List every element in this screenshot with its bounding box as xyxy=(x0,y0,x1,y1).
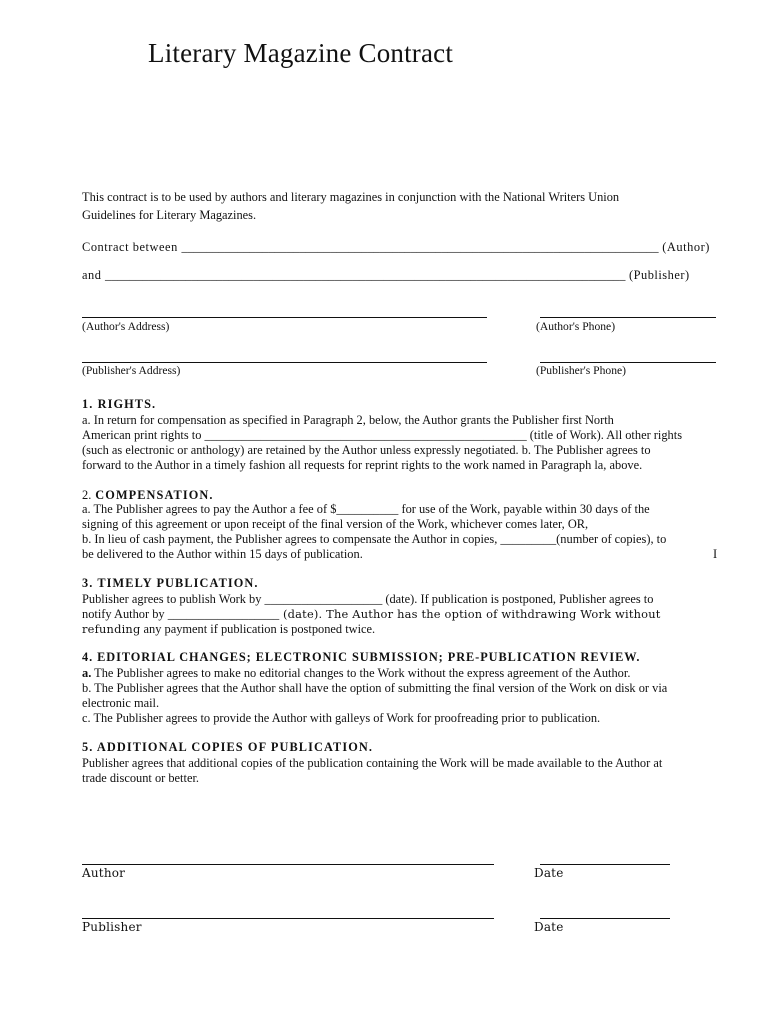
author-name-blank[interactable]: _____________________________________________________________________________ xyxy=(181,240,659,254)
publisher-signature-line[interactable] xyxy=(82,918,494,919)
timely-line-3-start: refunding xyxy=(82,622,141,636)
rights-heading: 1. RIGHTS. xyxy=(82,397,157,411)
timely-line-3 xyxy=(82,622,375,637)
timely-line-2 xyxy=(82,607,661,622)
publisher-address-label: (Publisher's Address) xyxy=(82,364,181,377)
intro-line-2: Guidelines for Literary Magazines. xyxy=(82,208,257,222)
compensation-line-2: signing of this agreement or upon receipt of the final version of the Work, whichever comes later, OR, xyxy=(82,517,589,531)
publisher-phone-label: (Publisher's Phone) xyxy=(536,364,627,377)
timely-line-2-end: (date). The Author has the option of withdrawing Work without xyxy=(279,607,661,621)
editorial-a-label: a. xyxy=(82,666,92,680)
publisher-phone-line[interactable] xyxy=(540,362,716,363)
copies-line-2: trade discount or better. xyxy=(82,771,199,785)
and-label: and xyxy=(82,268,102,282)
compensation-line-1: a. The Publisher agrees to pay the Author a fee of $__________ for use of the Work, payable within 30 days of the xyxy=(82,502,650,516)
publisher-date-line[interactable] xyxy=(540,918,670,919)
compensation-number: 2. xyxy=(82,488,92,502)
editorial-a-text: The Publisher agrees to make no editorial changes to the Work without the express agreement of the Author. xyxy=(91,666,631,680)
author-signature-label: Author xyxy=(82,866,126,880)
publisher-name-blank[interactable]: ____________________________________________________________________________________ xyxy=(105,268,626,282)
contract-between-line xyxy=(82,240,710,255)
editorial-heading: 4. EDITORIAL CHANGES; ELECTRONIC SUBMISSION; PRE-PUBLICATION REVIEW. xyxy=(82,650,641,664)
rights-line-2: American print rights to ____________________________________________________ (title of Work). All other rights xyxy=(82,428,683,442)
editorial-line-a xyxy=(82,666,630,681)
timely-line-2-start: notify Author by __________________ xyxy=(82,607,280,621)
publisher-role-label: (Publisher) xyxy=(629,268,690,282)
author-role-label: (Author) xyxy=(662,240,710,254)
compensation-line-3: b. In lieu of cash payment, the Publisher agrees to compensate the Author in copies, _________(number of copies), to xyxy=(82,532,667,546)
compensation-line-4: be delivered to the Author within 15 days of publication. xyxy=(82,547,363,561)
copies-heading: 5. ADDITIONAL COPIES OF PUBLICATION. xyxy=(82,740,374,754)
author-date-label: Date xyxy=(534,866,564,880)
timely-line-1: Publisher agrees to publish Work by ___________________ (date). If publication is postponed, Publisher agrees to xyxy=(82,592,654,606)
editorial-line-b1: b. The Publisher agrees that the Author shall have the option of submitting the final version of the Work on disk or via xyxy=(82,681,668,695)
author-address-label: (Author's Address) xyxy=(82,320,170,333)
rights-line-3: (such as electronic or anthology) are retained by the Author unless expressly negotiated. b. The Publisher agrees to xyxy=(82,443,651,457)
timely-line-3-end: any payment if publication is postponed twice. xyxy=(140,622,376,636)
editorial-line-b2: electronic mail. xyxy=(82,696,160,710)
author-phone-label: (Author's Phone) xyxy=(536,320,616,333)
timely-heading: 3. TIMELY PUBLICATION. xyxy=(82,576,259,590)
rights-line-1: a. In return for compensation as specified in Paragraph 2, below, the Author grants the Publisher first North xyxy=(82,413,614,427)
page-title: Literary Magazine Contract xyxy=(148,38,454,68)
stray-mark: I xyxy=(713,547,718,561)
compensation-title: COMPENSATION. xyxy=(95,488,214,502)
copies-line-1: Publisher agrees that additional copies of the publication containing the Work will be made available to the Author at xyxy=(82,756,663,770)
publisher-address-line[interactable] xyxy=(82,362,487,363)
and-line xyxy=(82,268,690,283)
author-address-line[interactable] xyxy=(82,317,487,318)
author-signature-line[interactable] xyxy=(82,864,494,865)
intro-line-1: This contract is to be used by authors and literary magazines in conjunction with the National Writers Union xyxy=(82,190,620,204)
contract-between-label: Contract between xyxy=(82,240,178,254)
publisher-signature-label: Publisher xyxy=(82,920,142,934)
rights-line-4: forward to the Author in a timely fashion all requests for reprint rights to the work named in Paragraph la, above. xyxy=(82,458,643,472)
editorial-line-c: c. The Publisher agrees to provide the Author with galleys of Work for proofreading prior to publication. xyxy=(82,711,601,725)
author-date-line[interactable] xyxy=(540,864,670,865)
publisher-date-label: Date xyxy=(534,920,564,934)
author-phone-line[interactable] xyxy=(540,317,716,318)
